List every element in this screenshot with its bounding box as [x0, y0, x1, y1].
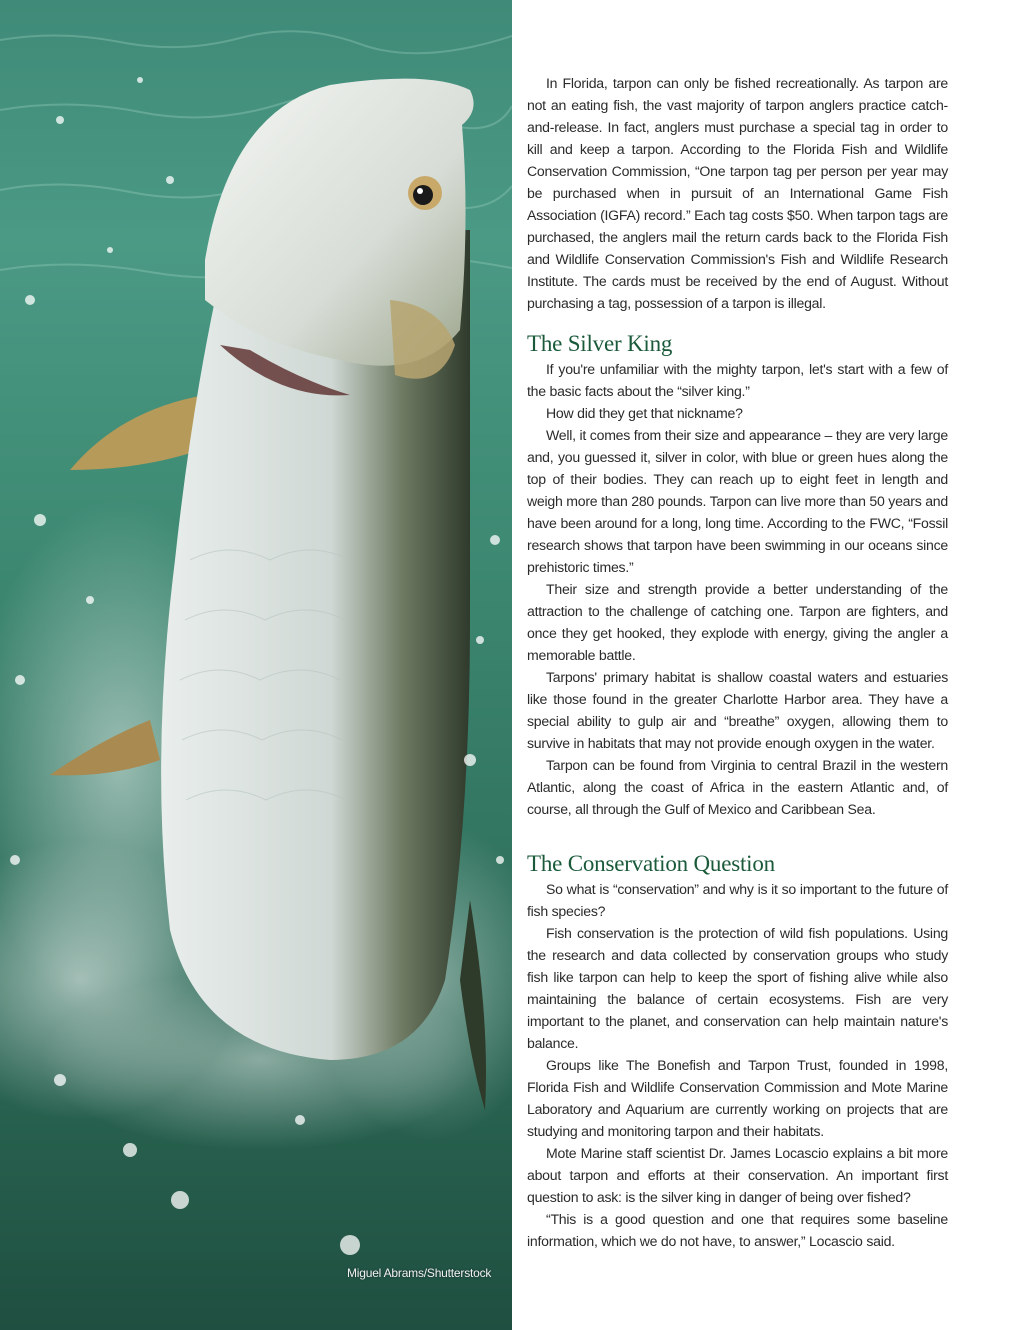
paragraph: Their size and strength provide a better understanding of the attraction to the challenge of catching one. Tarpon are fighters, and once they get hooked, they explode with energy, giving the angler a memorable battle. [527, 581, 948, 663]
conservation-section [527, 878, 948, 1252]
paragraph: “This is a good question and one that requires some baseline information, which we do not have, to answer,” Locascio said. [527, 1211, 948, 1249]
section-heading-silver-king: The Silver King [527, 331, 673, 356]
paragraph: How did they get that nickname? [546, 405, 743, 421]
silver-king-section [527, 358, 948, 820]
paragraph: Well, it comes from their size and appearance – they are very large and, you guessed it, silver in color, with blue or green hues along the top of their bodies. They can reach up to eight feet in length and weigh more than 280 pounds. Tarpon can live more than 50 years and have been around for a long, long time. According to the FWC, “Fossil research shows that tarpon have been swimming in our oceans since prehistoric times.” [527, 427, 948, 575]
paragraph: If you're unfamiliar with the mighty tarpon, let's start with a few of the basic facts about the “silver king.” [527, 361, 948, 399]
section-heading-conservation: The Conservation Question [527, 851, 775, 876]
paragraph: Groups like The Bonefish and Tarpon Trust, founded in 1998, Florida Fish and Wildlife Conservation Commission and Mote Marine Laboratory and Aquarium are currently working on projects that are studying and monitoring tarpon and their habitats. [527, 1057, 948, 1139]
article-column [527, 72, 948, 1252]
paragraph: Tarpons' primary habitat is shallow coastal waters and estuaries like those found in the greater Charlotte Harbor area. They have a special ability to gulp air and “breathe” oxygen, allowing them to survive in habitats that may not provide enough oxygen in the water. [527, 669, 948, 751]
photo-credit: Miguel Abrams/Shutterstock [347, 1266, 492, 1280]
paragraph: Mote Marine staff scientist Dr. James Locascio explains a bit more about tarpon and efforts at their conservation. An important first question to ask: is the silver king in danger of being over fished? [527, 1145, 948, 1205]
paragraph: So what is “conservation” and why is it so important to the future of fish species? [527, 881, 948, 919]
paragraph: In Florida, tarpon can only be fished recreationally. As tarpon are not an eating fish, the vast majority of tarpon anglers practice catch-and-release. In fact, anglers must purchase a special tag in order to kill and keep a tarpon. According to the Florida Fish and Wildlife Conservation Commission, “One tarpon tag per person per year may be purchased when in pursuit of an International Game Fish Association (IGFA) record.” Each tag costs $50. When tarpon tags are purchased, the anglers mail the return cards back to the Florida Fish and Wildlife Conservation Commission's Fish and Wildlife Research Institute. The cards must be received by the end of August. Without purchasing a tag, possession of a tarpon is illegal. [527, 75, 948, 311]
paragraph: Tarpon can be found from Virginia to central Brazil in the western Atlantic, along the coast of Africa in the eastern Atlantic and, of course, all through the Gulf of Mexico and Caribbean Sea. [527, 757, 948, 817]
paragraph: Fish conservation is the protection of wild fish populations. Using the research and data collected by conservation groups who study fish like tarpon can help to keep the sport of fishing alive while also maintaining the balance of certain ecosystems. Fish are very important to the planet, and conservation can help maintain nature's balance. [527, 925, 948, 1051]
intro-section [527, 72, 948, 314]
